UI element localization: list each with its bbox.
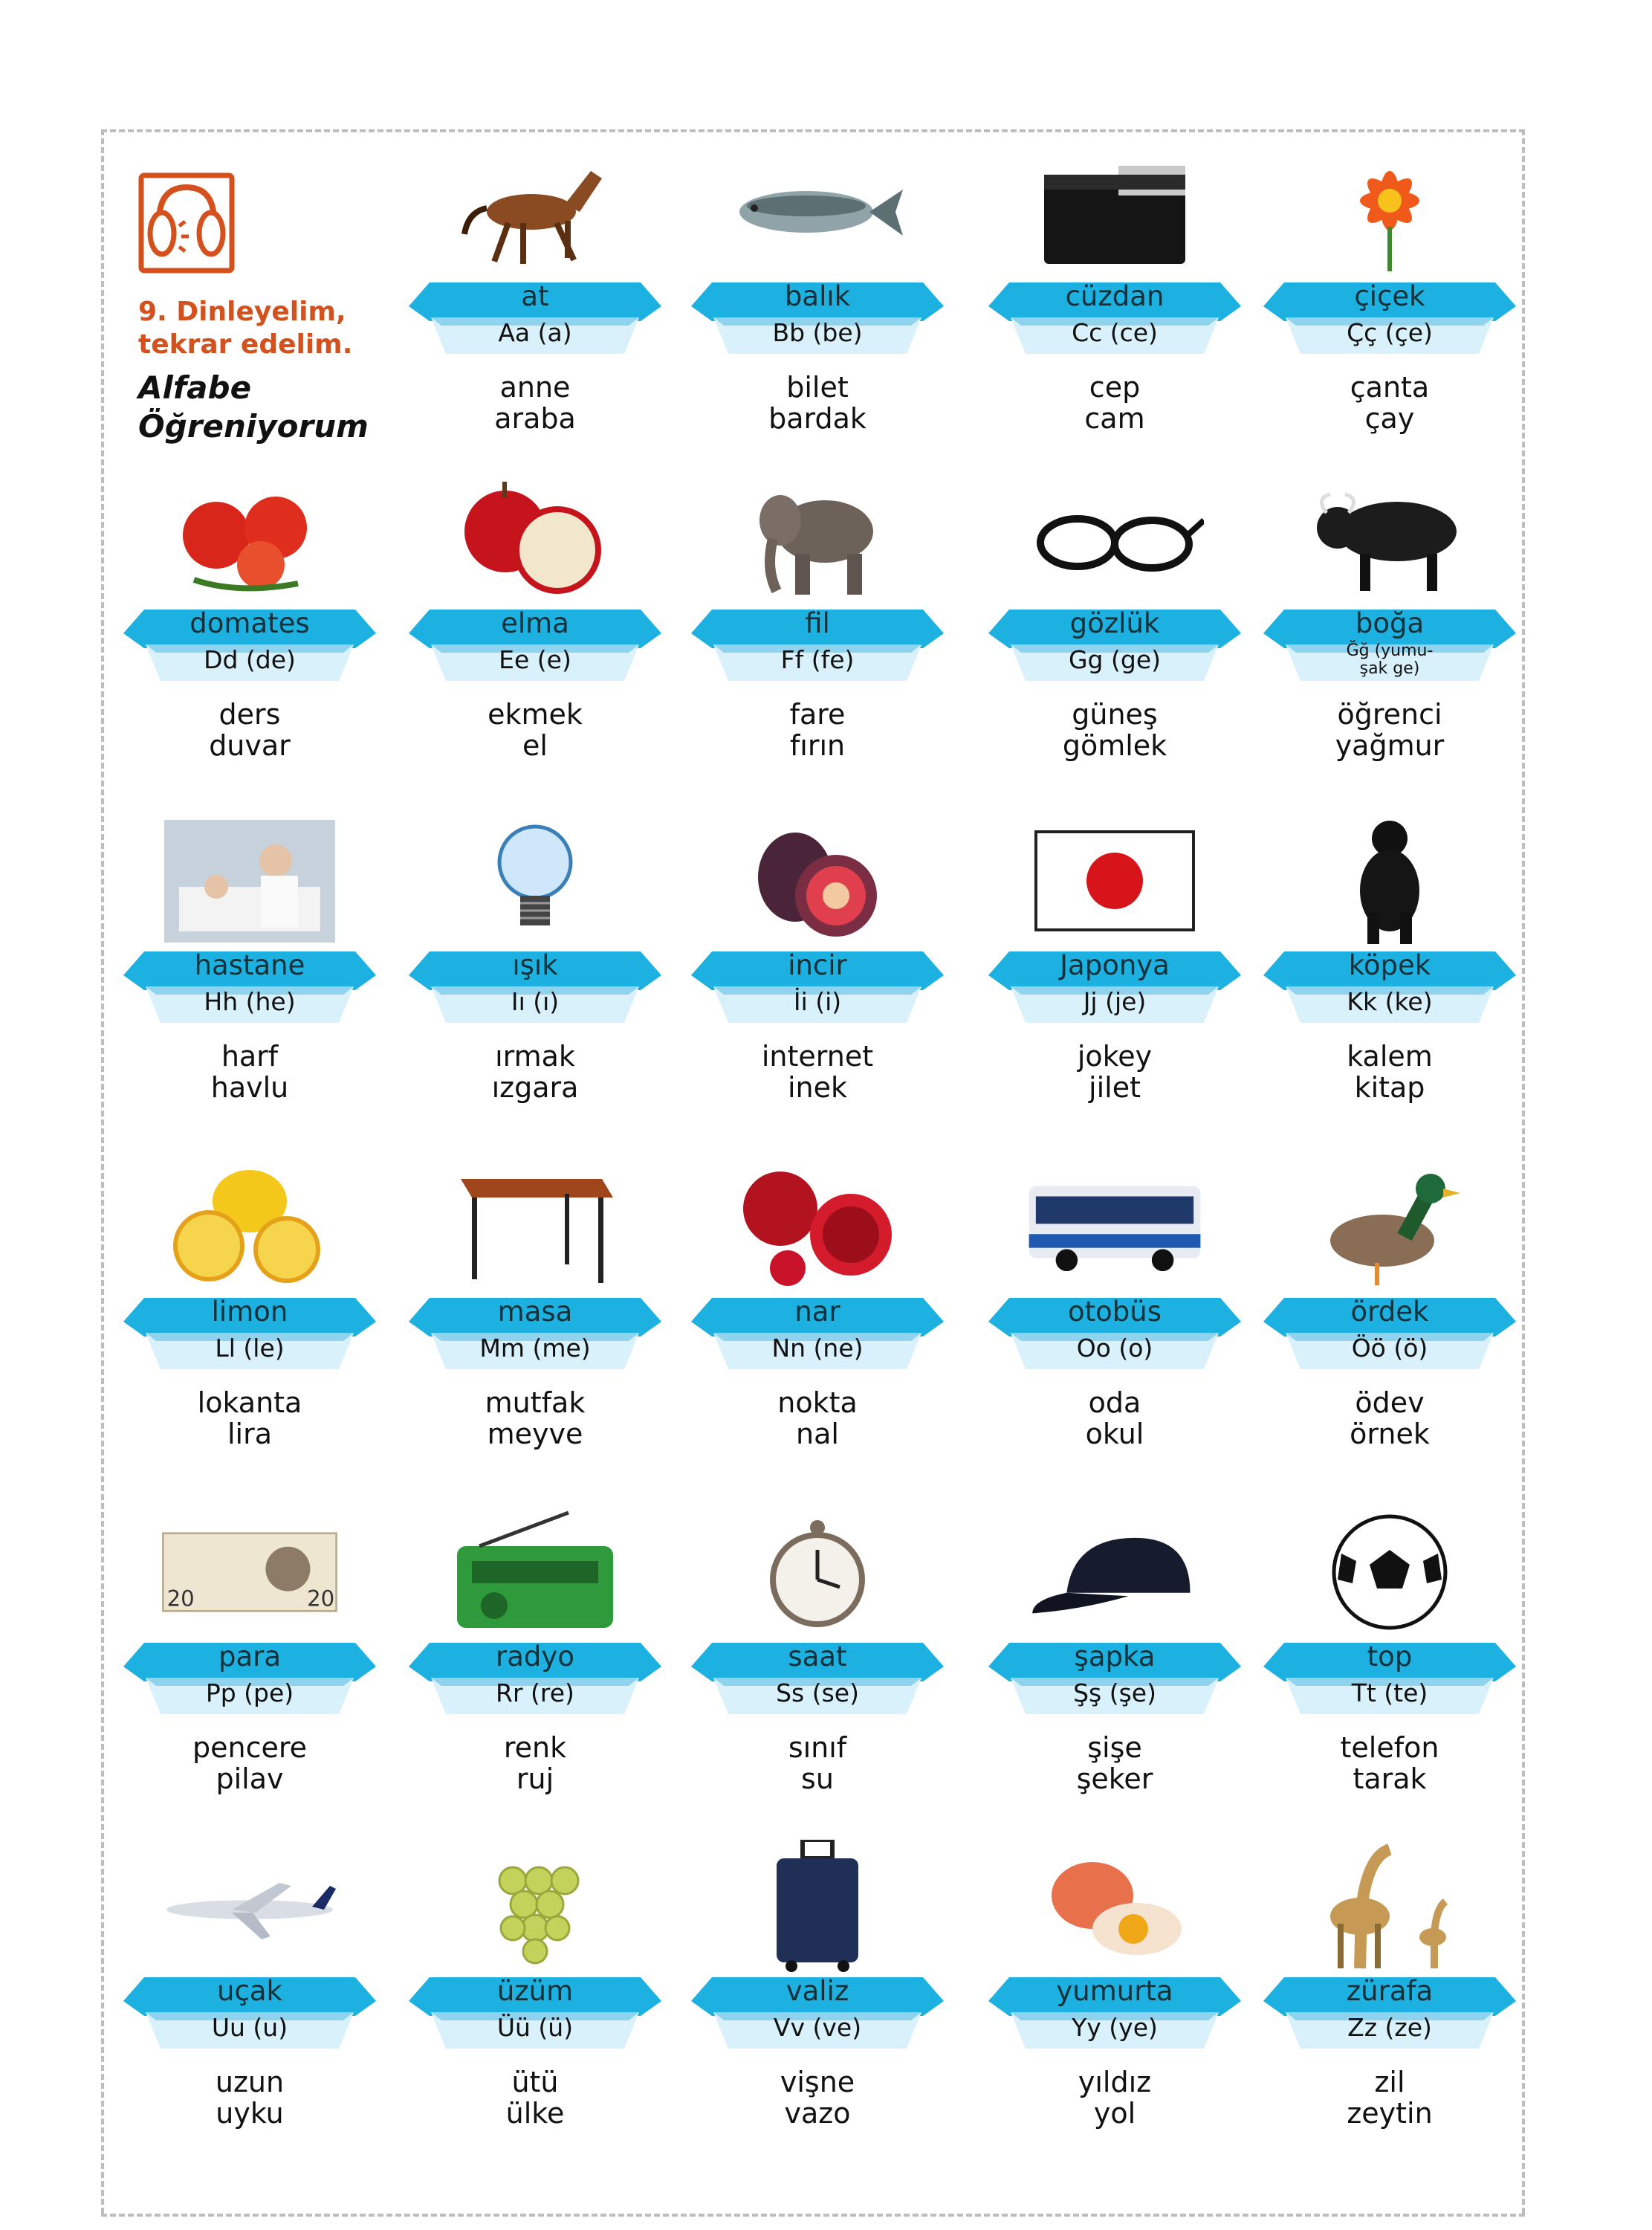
alphabet-card: [691, 1164, 944, 1476]
card-examples: [988, 1041, 1241, 1103]
word-ribbon: [409, 1637, 661, 1719]
card-examples: [409, 1041, 661, 1103]
word-ribbon: [988, 604, 1241, 685]
card-letter: Ss (se): [776, 1678, 859, 1707]
card-examples: [409, 699, 661, 761]
word-ribbon: [988, 946, 1241, 1027]
card-word: zürafa: [1346, 1975, 1434, 2007]
example-word-2: cam: [1084, 402, 1145, 435]
svg-text:20: 20: [166, 1586, 195, 1612]
pomegranate-image: [728, 1164, 907, 1290]
alphabet-card: [1263, 1164, 1516, 1476]
example-word-1: güneş: [1072, 698, 1158, 731]
bull-image: [1300, 476, 1479, 602]
card-word: incir: [788, 949, 847, 981]
word-ribbon: [409, 1971, 661, 2053]
word-ribbon: [691, 1637, 944, 1719]
alphabet-card: [691, 149, 944, 461]
activity-header: [138, 169, 383, 446]
alphabet-card: [123, 1509, 376, 1821]
card-letter: Şş (şe): [1073, 1678, 1156, 1707]
card-word: boğa: [1355, 607, 1425, 639]
flower-image: [1300, 149, 1479, 275]
card-letter: Iı (ı): [511, 987, 560, 1016]
alphabet-card: [1263, 149, 1516, 461]
word-ribbon: [123, 1971, 376, 2053]
card-word: balık: [784, 280, 851, 312]
card-examples: [691, 1041, 944, 1103]
card-letter: Öö (ö): [1351, 1334, 1428, 1363]
example-word-2: havlu: [210, 1071, 289, 1104]
card-letter: Bb (be): [772, 318, 863, 347]
example-word-1: kalem: [1347, 1040, 1433, 1073]
alphabet-card: [1263, 476, 1516, 788]
page-subtitle: Öğreniyorum: [138, 408, 369, 445]
apple-image: [446, 476, 624, 602]
example-word-1: sınıf: [788, 1731, 847, 1764]
card-letter: Rr (re): [496, 1678, 574, 1707]
card-word: masa: [497, 1296, 573, 1328]
card-word: limon: [211, 1296, 288, 1328]
card-examples: [691, 372, 944, 434]
alphabet-card: [1263, 1509, 1516, 1821]
card-examples: [1263, 1732, 1516, 1794]
card-letter: Ll (le): [215, 1334, 285, 1363]
card-letter: Uu (u): [211, 2013, 288, 2042]
alphabet-card: [988, 1843, 1241, 2156]
lemon-image: [161, 1164, 339, 1290]
card-examples: [1263, 372, 1516, 434]
activity-instruction: tekrar edelim.: [138, 329, 353, 360]
example-word-2: ülke: [505, 2097, 565, 2130]
card-letter: Yy (ye): [1072, 2013, 1158, 2042]
alphabet-card: [988, 818, 1241, 1130]
word-ribbon: [691, 604, 944, 685]
card-word: at: [521, 280, 549, 312]
word-ribbon: [1263, 946, 1516, 1027]
card-word: gözlük: [1069, 607, 1160, 639]
word-ribbon: [691, 946, 944, 1027]
alphabet-card: [409, 1843, 661, 2156]
example-word-2: fırın: [789, 729, 846, 762]
example-word-2: kitap: [1354, 1071, 1425, 1104]
example-word-1: pencere: [192, 1731, 308, 1764]
word-ribbon: [123, 1292, 376, 1374]
example-word-2: gömlek: [1062, 729, 1167, 762]
example-word-1: ırmak: [495, 1040, 575, 1073]
word-ribbon: [409, 277, 661, 358]
example-word-2: nal: [796, 1418, 839, 1450]
card-letter: Üü (ü): [496, 2013, 574, 2042]
card-examples: [1263, 2066, 1516, 2129]
alphabet-card: [988, 476, 1241, 788]
card-examples: [123, 1041, 376, 1103]
word-ribbon: [409, 946, 661, 1027]
suitcase-image: [728, 1843, 907, 1970]
card-word: domates: [190, 607, 310, 639]
example-word-2: uyku: [216, 2097, 284, 2130]
card-letter: Gg (ge): [1068, 645, 1161, 674]
card-examples: [988, 699, 1241, 761]
card-examples: [409, 1387, 661, 1450]
card-word: top: [1367, 1641, 1413, 1672]
example-word-2: pilav: [216, 1762, 284, 1795]
giraffe-image: [1300, 1843, 1479, 1970]
card-examples: [123, 2066, 376, 2129]
example-word-1: nokta: [777, 1386, 858, 1419]
card-word: nar: [794, 1296, 840, 1328]
headphones-icon: [138, 169, 235, 274]
example-word-2: su: [801, 1762, 834, 1795]
example-word-1: şişe: [1087, 1731, 1142, 1764]
example-word-1: lokanta: [197, 1386, 302, 1419]
card-letter: Ee (e): [499, 645, 571, 674]
card-examples: [409, 1732, 661, 1794]
example-word-2: tarak: [1353, 1762, 1427, 1795]
glasses-image: [1026, 476, 1204, 602]
card-letter: Oo (o): [1076, 1334, 1153, 1363]
card-letter: Aa (a): [498, 318, 572, 347]
card-letter: Dd (de): [204, 645, 296, 674]
alphabet-card: [123, 818, 376, 1130]
card-letter: Vv (ve): [773, 2013, 862, 2042]
card-word: para: [218, 1641, 282, 1672]
clock-image: [728, 1509, 907, 1635]
card-word: köpek: [1348, 949, 1431, 981]
example-word-1: zil: [1374, 2066, 1405, 2098]
word-ribbon: [409, 604, 661, 685]
example-word-1: fare: [789, 698, 846, 731]
dog-image: [1300, 818, 1479, 944]
example-word-2: zeytin: [1347, 2097, 1433, 2130]
grapes-image: [446, 1843, 624, 1970]
alphabet-card: [123, 476, 376, 788]
card-word: elma: [501, 607, 569, 639]
horse-image: [446, 149, 624, 275]
example-word-2: el: [522, 729, 548, 762]
example-word-2: jilet: [1089, 1071, 1141, 1104]
alphabet-card: [409, 476, 661, 788]
example-word-1: uzun: [215, 2066, 285, 2098]
example-word-1: oda: [1088, 1386, 1141, 1419]
example-word-1: jokey: [1077, 1040, 1153, 1073]
alphabet-card: [1263, 818, 1516, 1130]
alphabet-card: [123, 1164, 376, 1476]
card-letter: Tt (te): [1351, 1678, 1428, 1707]
word-ribbon: [1263, 1971, 1516, 2053]
example-word-2: inek: [787, 1071, 848, 1104]
alphabet-card: [988, 149, 1241, 461]
card-letter: Cc (ce): [1072, 318, 1158, 347]
card-examples: [409, 2066, 661, 2129]
card-word: şapka: [1074, 1641, 1156, 1672]
card-examples: [409, 372, 661, 434]
example-word-2: yağmur: [1335, 729, 1445, 762]
wallet-image: [1026, 149, 1204, 275]
card-word: otobüs: [1068, 1296, 1162, 1328]
elephant-image: [728, 476, 907, 602]
fig-image: [728, 818, 907, 944]
ball-image: [1300, 1509, 1479, 1635]
example-word-1: ütü: [511, 2066, 559, 2098]
alphabet-card: [409, 1509, 661, 1821]
example-word-1: mutfak: [485, 1386, 586, 1419]
example-word-1: vişne: [780, 2066, 855, 2098]
card-examples: [123, 1732, 376, 1794]
alphabet-card: [409, 1164, 661, 1476]
word-ribbon: [123, 604, 376, 685]
card-word: Japonya: [1060, 949, 1170, 981]
card-letter: Jj (je): [1083, 987, 1147, 1016]
japan-flag-image: [1026, 818, 1204, 944]
example-word-2: örnek: [1350, 1418, 1430, 1450]
fish-image: [728, 149, 907, 275]
word-ribbon: [988, 1637, 1241, 1719]
example-word-1: anne: [499, 371, 571, 404]
example-word-2: çay: [1364, 402, 1415, 435]
radio-image: [446, 1509, 624, 1635]
page-title: Alfabe: [138, 369, 252, 406]
card-letter: Hh (he): [204, 987, 296, 1016]
word-ribbon: [123, 1637, 376, 1719]
example-word-2: şeker: [1076, 1762, 1153, 1795]
alphabet-card: [409, 149, 661, 461]
card-examples: [1263, 1387, 1516, 1450]
duck-image: [1300, 1164, 1479, 1290]
page-border-bottom: [101, 2214, 1525, 2217]
card-examples: [691, 1732, 944, 1794]
alphabet-card: [691, 818, 944, 1130]
example-word-1: çanta: [1350, 371, 1430, 404]
example-word-2: meyve: [487, 1418, 583, 1450]
example-word-1: telefon: [1340, 1731, 1439, 1764]
alphabet-card: [691, 1509, 944, 1821]
egg-image: [1026, 1843, 1204, 1970]
card-word: ördek: [1350, 1296, 1429, 1328]
activity-number: 9. Dinleyelim,: [138, 297, 346, 327]
word-ribbon: [1263, 277, 1516, 358]
card-word: fil: [805, 607, 830, 639]
word-ribbon: [1263, 604, 1516, 685]
banknote-image: [161, 1509, 339, 1635]
card-letter: Ff (fe): [780, 645, 855, 674]
card-examples: [1263, 1041, 1516, 1103]
alphabet-card: [123, 1843, 376, 2156]
card-examples: [691, 1387, 944, 1450]
card-letter: Pp (pe): [205, 1678, 294, 1707]
example-word-1: yıldız: [1078, 2066, 1152, 2098]
table-image: [446, 1164, 624, 1290]
card-word: hastane: [194, 949, 305, 981]
word-ribbon: [988, 1971, 1241, 2053]
example-word-1: ders: [218, 698, 281, 731]
card-word: uçak: [217, 1975, 282, 2007]
card-letter: İi (i): [793, 987, 842, 1016]
word-ribbon: [691, 277, 944, 358]
example-word-2: ruj: [516, 1762, 554, 1795]
example-word-2: ızgara: [491, 1071, 579, 1104]
cap-image: [1026, 1509, 1204, 1635]
airplane-image: [161, 1843, 339, 1970]
card-letter: Zz (ze): [1347, 2013, 1432, 2042]
hospital-image: [161, 818, 339, 944]
card-word: çiçek: [1354, 280, 1425, 312]
example-word-2: vazo: [784, 2097, 851, 2130]
card-word: valiz: [785, 1975, 849, 2007]
card-letter: Çç (çe): [1347, 318, 1433, 347]
example-word-2: yol: [1093, 2097, 1136, 2130]
card-examples: [123, 699, 376, 761]
card-examples: [988, 1732, 1241, 1794]
example-word-2: duvar: [209, 729, 291, 762]
example-word-1: harf: [221, 1040, 279, 1073]
word-ribbon: [988, 1292, 1241, 1374]
alphabet-card: [691, 476, 944, 788]
card-examples: [123, 1387, 376, 1450]
svg-text:20: 20: [307, 1586, 335, 1612]
card-letter: Ğğ (yumu-şak ge): [1346, 641, 1434, 678]
example-word-1: bilet: [786, 371, 849, 404]
word-ribbon: [691, 1292, 944, 1374]
word-ribbon: [1263, 1637, 1516, 1719]
example-word-1: ekmek: [487, 698, 583, 731]
alphabet-card: [691, 1843, 944, 2156]
word-ribbon: [988, 277, 1241, 358]
example-word-1: renk: [503, 1731, 567, 1764]
card-word: saat: [788, 1641, 847, 1672]
card-word: üzüm: [496, 1975, 574, 2007]
card-examples: [988, 372, 1241, 434]
card-letter: Nn (ne): [771, 1334, 864, 1363]
example-word-1: internet: [761, 1040, 874, 1073]
word-ribbon: [691, 1971, 944, 2053]
card-examples: [988, 1387, 1241, 1450]
example-word-2: okul: [1085, 1418, 1144, 1450]
alphabet-card: [409, 818, 661, 1130]
card-word: cüzdan: [1065, 280, 1165, 312]
card-word: yumurta: [1056, 1975, 1173, 2007]
alphabet-card: [1263, 1843, 1516, 2156]
card-word: ışık: [512, 949, 558, 981]
card-examples: [1263, 699, 1516, 761]
card-examples: [988, 2066, 1241, 2129]
example-word-2: bardak: [768, 402, 867, 435]
alphabet-card: [988, 1509, 1241, 1821]
lightbulb-image: [446, 818, 624, 944]
alphabet-card: [988, 1164, 1241, 1476]
card-word: radyo: [496, 1641, 574, 1672]
word-ribbon: [1263, 1292, 1516, 1374]
bus-image: [1026, 1164, 1204, 1290]
word-ribbon: [123, 946, 376, 1027]
example-word-1: öğrenci: [1337, 698, 1442, 731]
word-ribbon: [409, 1292, 661, 1374]
example-word-2: araba: [494, 402, 576, 435]
card-letter: Mm (me): [479, 1334, 591, 1363]
tomato-image: [161, 476, 339, 602]
card-letter: Kk (ke): [1347, 987, 1433, 1016]
example-word-2: lira: [227, 1418, 273, 1450]
example-word-1: ödev: [1355, 1386, 1425, 1419]
card-examples: [691, 2066, 944, 2129]
example-word-1: cep: [1089, 371, 1141, 404]
card-examples: [691, 699, 944, 761]
